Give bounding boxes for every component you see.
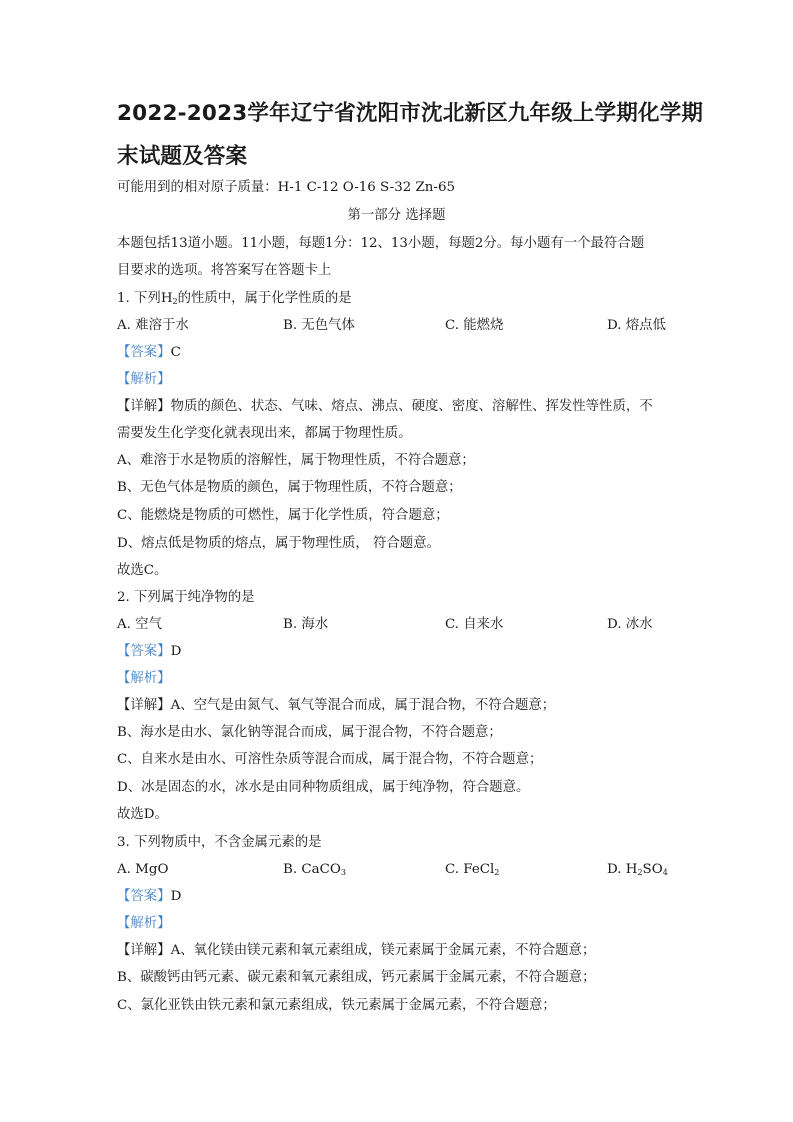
- answer-label: 【答案】: [117, 889, 171, 904]
- instructions-line-2: 目要求的选项。将答案写在答题卡上: [117, 263, 332, 278]
- q2-answer-value: D: [170, 644, 182, 659]
- q3-option-a: A. MgO: [117, 862, 169, 877]
- q3-explanation-b: B、碳酸钙由钙元素、碳元素和氧元素组成，钙元素属于金属元素，不符合题意；: [117, 970, 596, 985]
- analysis-label: 【解析】: [117, 372, 171, 387]
- section-title: 第一部分 选择题: [347, 208, 446, 223]
- q2-option-c: C. 自来水: [445, 617, 504, 632]
- q2-explanation-b: B、海水是由水、氯化钠等混合而成，属于混合物，不符合题意；: [117, 725, 502, 740]
- q3-answer: [117, 888, 687, 906]
- q2-stem: 2. 下列属于纯净物的是: [117, 590, 255, 605]
- q1-explanation-c: C、能燃烧是物质的可燃性，属于化学性质，符合题意；: [117, 508, 449, 523]
- q2-analysis: [117, 670, 687, 688]
- q1-option-d: D. 熔点低: [607, 318, 666, 333]
- q1-explanation-d: D、熔点低是物质的熔点，属于物理性质， 符合题意。: [117, 536, 440, 551]
- instructions-line-1: 本题包括13道小题。11小题，每题1分：12、13小题，每题2分。每小题有一个最符合题: [117, 236, 645, 251]
- q2-detail-line-1: 【详解】A、空气是由氮气、氧气等混合而成，属于混合物，不符合题意；: [117, 698, 556, 713]
- q1-answer: [117, 344, 687, 362]
- q1-detail-line-2: 需要发生化学变化就表现出来，都属于物理性质。: [117, 426, 412, 441]
- q3-explanation-c: C、氯化亚铁由铁元素和氯元素组成，铁元素属于金属元素，不符合题意；: [117, 998, 556, 1013]
- q1-analysis: [117, 371, 687, 389]
- q2-explanation-c: C、自来水是由水、可溶性杂质等混合而成，属于混合物，不符合题意；: [117, 752, 543, 767]
- q2-conclusion: 故选D。: [117, 807, 168, 822]
- answer-label: 【答案】: [117, 345, 171, 360]
- atomic-masses: 可能用到的相对原子质量：H-1 C-12 O-16 S-32 Zn-65: [117, 180, 455, 195]
- q1-conclusion: 故选C。: [117, 563, 168, 578]
- q3-detail-line-1: 【详解】A、氧化镁由镁元素和氧元素组成，镁元素属于金属元素，不符合题意；: [117, 943, 596, 958]
- q1-option-b: B. 无色气体: [283, 318, 355, 333]
- q2-option-d: D. 冰水: [607, 617, 653, 632]
- q3-option-b: B. CaCO$_3$: [283, 862, 346, 877]
- q1-detail-line-1: 【详解】物质的颜色、状态、气味、熔点、沸点、硬度、密度、溶解性、挥发性等性质，不: [117, 399, 653, 414]
- q1-option-c: C. 能燃烧: [445, 318, 504, 333]
- q1-stem-post: 的性质中，属于化学性质的是: [177, 291, 352, 306]
- detail-label: 【详解】: [117, 943, 171, 958]
- q1-stem-sub: 2: [172, 297, 178, 306]
- analysis-label: 【解析】: [117, 671, 171, 686]
- q1-explanation-b: B、无色气体是物质的颜色，属于物理性质，不符合题意；: [117, 480, 462, 495]
- analysis-label: 【解析】: [117, 916, 171, 931]
- q2-option-a: A. 空气: [117, 617, 162, 632]
- q1-option-a: A. 难溶于水: [117, 318, 189, 333]
- q3-answer-value: D: [170, 889, 182, 904]
- q1-stem: [117, 290, 687, 308]
- document-title-line-1: 2022-2023学年辽宁省沈阳市沈北新区九年级上学期化学期: [117, 101, 704, 126]
- q3-option-d: D. $H_2SO_4$: [607, 862, 668, 877]
- detail-label: 【详解】: [117, 698, 171, 713]
- answer-label: 【答案】: [117, 644, 171, 659]
- q3-analysis: [117, 915, 687, 933]
- q2-explanation-d: D、冰是固态的水，冰水是由同种物质组成，属于纯净物，符合题意。: [117, 780, 530, 795]
- document-title-line-2: 末试题及答案: [117, 144, 248, 169]
- q3-option-c: C. FeCl$_2$: [445, 862, 500, 877]
- q2-option-b: B. 海水: [283, 617, 329, 632]
- q1-answer-value: C: [170, 345, 181, 360]
- q1-explanation-a: A、难溶于水是物质的溶解性，属于物理性质，不符合题意；: [117, 453, 475, 468]
- q2-answer: [117, 643, 687, 661]
- q3-stem: 3. 下列物质中，不含金属元素的是: [117, 835, 322, 850]
- q1-stem-pre: 1. 下列H: [117, 291, 173, 306]
- detail-label: 【详解】: [117, 399, 171, 414]
